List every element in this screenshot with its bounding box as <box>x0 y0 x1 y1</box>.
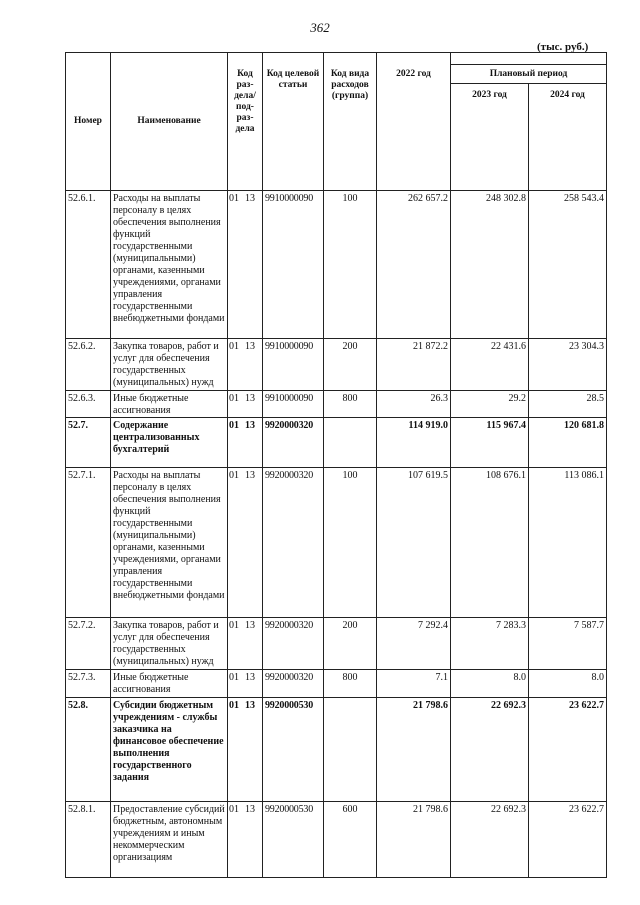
row-number: 52.8. <box>66 698 111 802</box>
row-number: 52.7. <box>66 418 111 468</box>
table-row <box>66 618 607 670</box>
row-amount-2023: 115 967.4 <box>451 418 529 468</box>
row-name: Расходы на выплаты персоналу в целях обеспечения выполнения функций государственными (муниципальными) органами, казенными учреждениями, органами управления государственными внебюджетными фондами <box>111 468 228 618</box>
row-razdel-code <box>228 670 263 698</box>
row-target-code: 9920000530 <box>263 802 324 878</box>
row-amount-2024: 23 304.3 <box>529 339 607 391</box>
podrazdel: 13 <box>245 193 255 204</box>
row-number: 52.7.2. <box>66 618 111 670</box>
row-name: Закупка товаров, работ и услуг для обеспечения государственных (муниципальных) нужд <box>111 339 228 391</box>
header-2023: 2023 год <box>451 84 529 191</box>
table-row <box>66 698 607 802</box>
row-vid-code <box>324 418 377 468</box>
header-number: Номер <box>66 53 111 191</box>
row-vid-code: 100 <box>324 468 377 618</box>
row-amount-2024: 28.5 <box>529 391 607 418</box>
row-target-code: 9920000320 <box>263 468 324 618</box>
table-body <box>66 191 607 878</box>
row-vid-code: 600 <box>324 802 377 878</box>
podrazdel: 13 <box>245 341 255 352</box>
razdel: 01 <box>229 341 239 352</box>
row-target-code: 9920000320 <box>263 418 324 468</box>
row-razdel-code <box>228 191 263 339</box>
razdel: 01 <box>229 193 239 204</box>
header-target: Код целевой статьи <box>263 53 324 191</box>
row-amount-2023: 248 302.8 <box>451 191 529 339</box>
table-row <box>66 802 607 878</box>
row-amount-2023: 8.0 <box>451 670 529 698</box>
razdel: 01 <box>229 420 239 431</box>
razdel: 01 <box>229 470 239 481</box>
row-name: Предоставление субсидий бюджетным, автономным учреждениям и иным некоммерческим организациям <box>111 802 228 878</box>
row-target-code: 9910000090 <box>263 191 324 339</box>
row-target-code: 9910000090 <box>263 339 324 391</box>
row-amount-2023: 22 431.6 <box>451 339 529 391</box>
header-2024: 2024 год <box>529 84 607 191</box>
row-vid-code: 200 <box>324 339 377 391</box>
row-razdel-code <box>228 418 263 468</box>
header-vid: Код вида расходов (группа) <box>324 53 377 191</box>
podrazdel: 13 <box>245 393 255 404</box>
table-row <box>66 670 607 698</box>
row-number: 52.6.3. <box>66 391 111 418</box>
row-amount-2024: 113 086.1 <box>529 468 607 618</box>
row-amount-2024: 120 681.8 <box>529 418 607 468</box>
row-amount-2023: 22 692.3 <box>451 698 529 802</box>
header-name: Наименование <box>111 53 228 191</box>
row-amount-2024: 8.0 <box>529 670 607 698</box>
header-planned-period: Плановый период <box>451 65 607 84</box>
row-razdel-code <box>228 802 263 878</box>
row-target-code: 9920000320 <box>263 670 324 698</box>
table-row <box>66 391 607 418</box>
row-number: 52.7.1. <box>66 468 111 618</box>
row-name: Содержание централизованных бухгалтерий <box>111 418 228 468</box>
row-target-code: 9920000320 <box>263 618 324 670</box>
table-row <box>66 468 607 618</box>
row-vid-code: 800 <box>324 670 377 698</box>
row-number: 52.6.2. <box>66 339 111 391</box>
row-amount-2023: 108 676.1 <box>451 468 529 618</box>
podrazdel: 13 <box>245 620 255 631</box>
row-razdel-code <box>228 339 263 391</box>
podrazdel: 13 <box>245 700 255 711</box>
table-row <box>66 418 607 468</box>
page-number: 362 <box>310 20 330 35</box>
row-razdel-code <box>228 391 263 418</box>
row-number: 52.8.1. <box>66 802 111 878</box>
podrazdel: 13 <box>245 804 255 815</box>
razdel: 01 <box>229 620 239 631</box>
row-amount-2023: 7 283.3 <box>451 618 529 670</box>
podrazdel: 13 <box>245 672 255 683</box>
razdel: 01 <box>229 804 239 815</box>
row-amount-2023: 22 692.3 <box>451 802 529 878</box>
row-amount-2022: 21 798.6 <box>377 802 451 878</box>
row-amount-2024: 258 543.4 <box>529 191 607 339</box>
row-amount-2022: 7.1 <box>377 670 451 698</box>
row-amount-2022: 262 657.2 <box>377 191 451 339</box>
razdel: 01 <box>229 700 239 711</box>
row-amount-2024: 23 622.7 <box>529 698 607 802</box>
row-number: 52.6.1. <box>66 191 111 339</box>
row-target-code: 9920000530 <box>263 698 324 802</box>
table-row <box>66 339 607 391</box>
row-name: Закупка товаров, работ и услуг для обеспечения государственных (муниципальных) нужд <box>111 618 228 670</box>
row-name: Иные бюджетные ассигнования <box>111 391 228 418</box>
razdel: 01 <box>229 672 239 683</box>
table-row <box>66 191 607 339</box>
units-label: (тыс. руб.) <box>537 41 589 53</box>
row-name: Расходы на выплаты персоналу в целях обеспечения выполнения функций государственными (муниципальными) органами, казенными учреждениями, органами управления государственными внебюджетными фондами <box>111 191 228 339</box>
row-vid-code <box>324 698 377 802</box>
header-razdel: Код раз- дела/ под- раз- дела <box>228 53 263 191</box>
table-header <box>66 53 607 191</box>
row-razdel-code <box>228 618 263 670</box>
row-vid-code: 200 <box>324 618 377 670</box>
row-target-code: 9910000090 <box>263 391 324 418</box>
row-amount-2022: 7 292.4 <box>377 618 451 670</box>
header-2022: 2022 год <box>377 53 451 191</box>
podrazdel: 13 <box>245 470 255 481</box>
row-amount-2022: 21 872.2 <box>377 339 451 391</box>
podrazdel: 13 <box>245 420 255 431</box>
row-amount-2024: 23 622.7 <box>529 802 607 878</box>
razdel: 01 <box>229 393 239 404</box>
row-vid-code: 800 <box>324 391 377 418</box>
row-razdel-code <box>228 698 263 802</box>
row-razdel-code <box>228 468 263 618</box>
budget-table <box>65 52 607 878</box>
row-amount-2022: 21 798.6 <box>377 698 451 802</box>
row-amount-2023: 29.2 <box>451 391 529 418</box>
row-amount-2022: 26.3 <box>377 391 451 418</box>
row-amount-2022: 107 619.5 <box>377 468 451 618</box>
row-name: Субсидии бюджетным учреждениям - службы заказчика на финансовое обеспечение выполнения государственного задания <box>111 698 228 802</box>
row-amount-2024: 7 587.7 <box>529 618 607 670</box>
row-number: 52.7.3. <box>66 670 111 698</box>
row-amount-2022: 114 919.0 <box>377 418 451 468</box>
row-vid-code: 100 <box>324 191 377 339</box>
row-name: Иные бюджетные ассигнования <box>111 670 228 698</box>
